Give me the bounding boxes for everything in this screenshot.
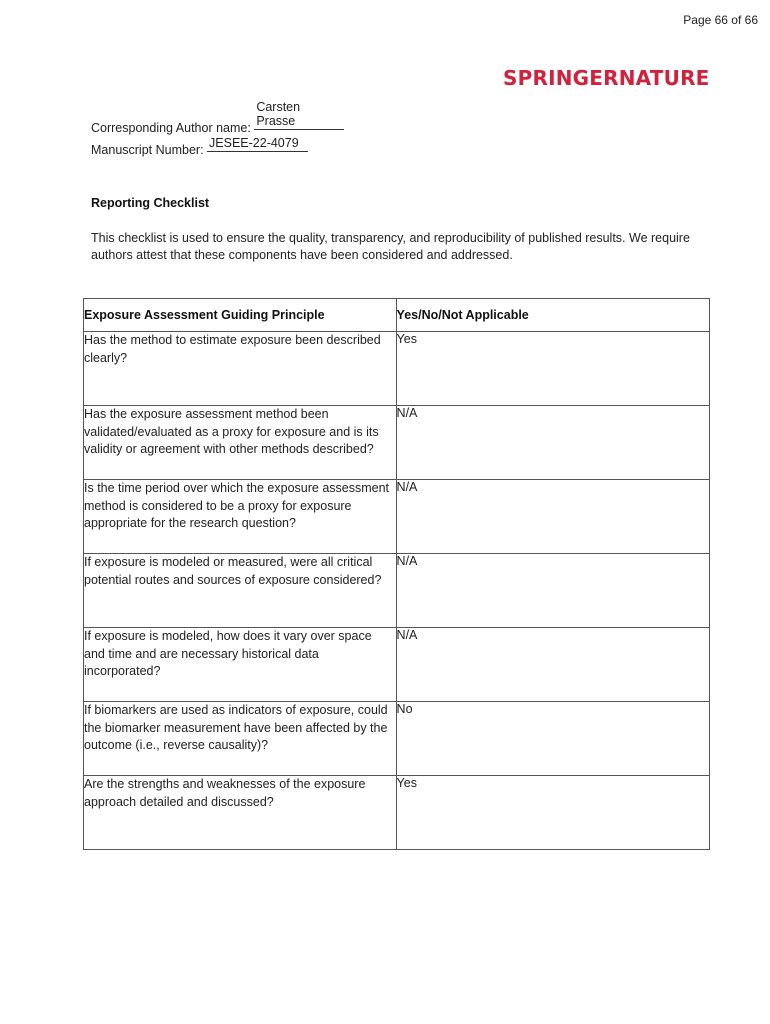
question-cell: Has the exposure assessment method been validated/evaluated as a proxy for exposure and is its validity or agreement with other methods described?: [84, 406, 397, 480]
intro-paragraph: This checklist is used to ensure the quality, transparency, and reproducibility of published results. We require authors attest that these components have been considered and addressed.: [91, 231, 690, 262]
answer-cell[interactable]: N/A: [396, 554, 709, 628]
springer-nature-logo: [503, 68, 710, 88]
table-row: [84, 628, 710, 702]
answer-cell[interactable]: Yes: [396, 332, 709, 406]
table-row: [84, 702, 710, 776]
table-row: [84, 406, 710, 480]
question-cell: Are the strengths and weaknesses of the exposure approach detailed and discussed?: [84, 776, 397, 850]
header-answer: Yes/No/Not Applicable: [396, 299, 709, 332]
table-row: [84, 776, 710, 850]
table-row: [84, 480, 710, 554]
table-header-row: [84, 299, 710, 332]
question-cell: Is the time period over which the exposure assessment method is considered to be a proxy for exposure appropriate for the research question?: [84, 480, 397, 554]
question-cell: If exposure is modeled or measured, were all critical potential routes and sources of exposure considered?: [84, 554, 397, 628]
section-heading: Reporting Checklist: [91, 196, 210, 210]
answer-cell[interactable]: N/A: [396, 628, 709, 702]
answer-cell[interactable]: No: [396, 702, 709, 776]
author-label: Corresponding Author name:: [91, 120, 251, 135]
header-principle: Exposure Assessment Guiding Principle: [84, 299, 397, 332]
page-number: Page 66 of 66: [683, 13, 758, 27]
checklist-table: [83, 298, 710, 850]
manuscript-number-field[interactable]: JESEE-22-4079: [207, 137, 308, 152]
logo-text-nature: NATURE: [618, 66, 710, 90]
answer-cell[interactable]: Yes: [396, 776, 709, 850]
table-row: [84, 332, 710, 406]
author-name-field[interactable]: Carsten Prasse: [254, 101, 344, 130]
manuscript-field-row: [91, 136, 308, 159]
question-cell: If exposure is modeled, how does it vary over space and time and are necessary historical data incorporated?: [84, 628, 397, 702]
manuscript-label: Manuscript Number:: [91, 143, 204, 157]
logo-text-springer: SPRINGER: [503, 66, 619, 90]
answer-cell[interactable]: N/A: [396, 406, 709, 480]
answer-cell[interactable]: N/A: [396, 480, 709, 554]
question-cell: If biomarkers are used as indicators of exposure, could the biomarker measurement have been affected by the outcome (i.e., reverse causality)?: [84, 702, 397, 776]
question-cell: Has the method to estimate exposure been described clearly?: [84, 332, 397, 406]
table-row: [84, 554, 710, 628]
author-field-row: [91, 100, 344, 137]
